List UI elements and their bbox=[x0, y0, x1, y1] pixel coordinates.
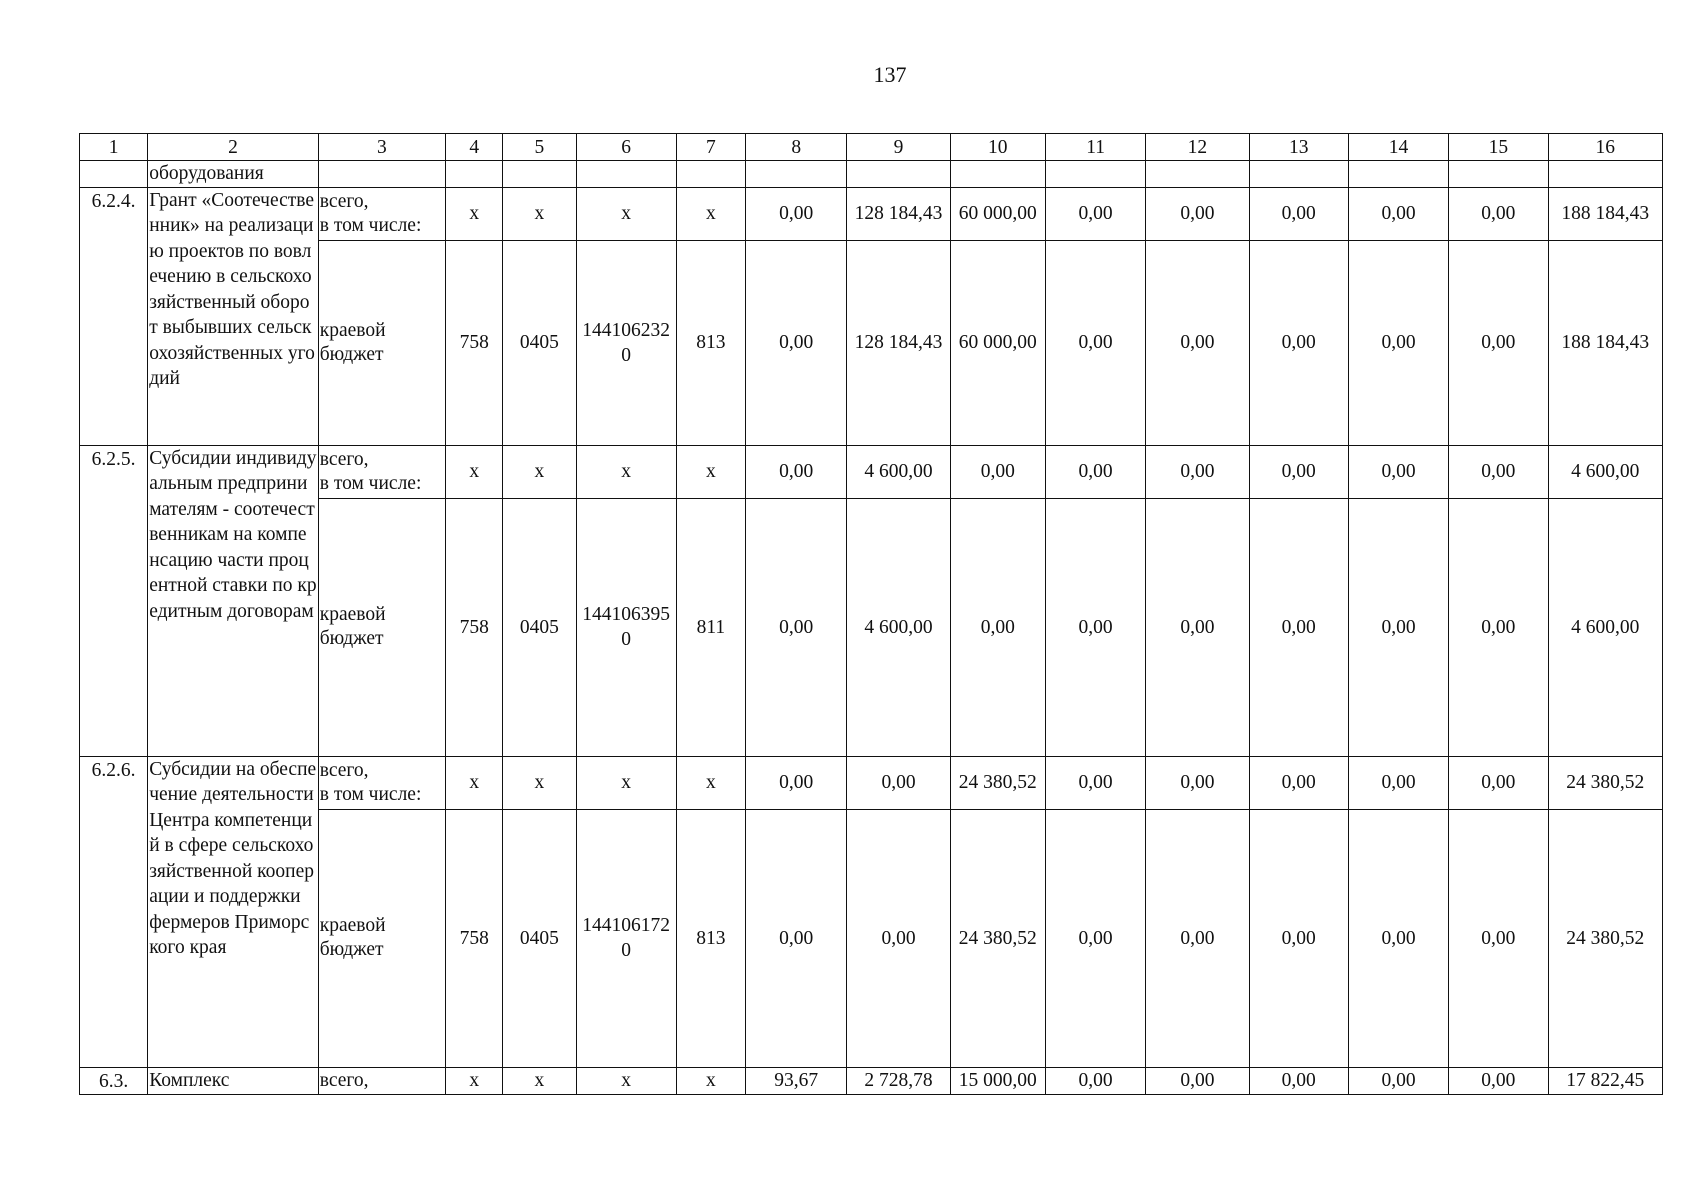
amount-cell: 2 728,78 bbox=[847, 1067, 950, 1094]
empty-cell bbox=[1045, 161, 1145, 188]
amount-cell: 15 000,00 bbox=[950, 1067, 1045, 1094]
header-cell: 16 bbox=[1548, 134, 1662, 161]
continuation-row bbox=[80, 161, 1663, 188]
amount-cell: 24 380,52 bbox=[950, 809, 1045, 1067]
amount-cell: 0,00 bbox=[1249, 1067, 1348, 1094]
amount-cell: 0,00 bbox=[1348, 1067, 1448, 1094]
table-row bbox=[80, 187, 1663, 240]
header-cell: 12 bbox=[1146, 134, 1249, 161]
amount-cell: 0,00 bbox=[1146, 756, 1249, 809]
expense-code: x bbox=[676, 756, 745, 809]
empty-cell bbox=[746, 161, 847, 188]
amount-cell: 0,00 bbox=[1249, 756, 1348, 809]
amount-cell: 0,00 bbox=[1249, 498, 1348, 756]
header-cell: 8 bbox=[746, 134, 847, 161]
empty-cell bbox=[446, 161, 503, 188]
amount-cell: 93,67 bbox=[746, 1067, 847, 1094]
gov-code: 758 bbox=[446, 240, 503, 445]
amount-total: 4 600,00 bbox=[1548, 445, 1662, 498]
target-code: x bbox=[576, 1067, 676, 1094]
expense-code: x bbox=[676, 445, 745, 498]
funding-source: краевой бюджет bbox=[318, 498, 445, 756]
amount-cell: 0,00 bbox=[1348, 756, 1448, 809]
funding-source: краевой бюджет bbox=[318, 240, 445, 445]
empty-cell bbox=[847, 161, 950, 188]
column-number-row bbox=[80, 134, 1663, 161]
table-row bbox=[80, 445, 1663, 498]
amount-cell: 0,00 bbox=[1348, 498, 1448, 756]
amount-cell: 0,00 bbox=[746, 445, 847, 498]
amount-cell: 0,00 bbox=[746, 809, 847, 1067]
empty-cell bbox=[503, 161, 576, 188]
header-cell: 9 bbox=[847, 134, 950, 161]
amount-cell: 0,00 bbox=[1146, 445, 1249, 498]
header-cell: 5 bbox=[503, 134, 576, 161]
section-code: x bbox=[503, 1067, 576, 1094]
amount-cell: 0,00 bbox=[847, 756, 950, 809]
target-code: 1441062320 bbox=[576, 240, 676, 445]
amount-cell: 0,00 bbox=[1449, 240, 1548, 445]
amount-cell: 0,00 bbox=[746, 756, 847, 809]
gov-code: 758 bbox=[446, 809, 503, 1067]
amount-total: 4 600,00 bbox=[1548, 498, 1662, 756]
amount-total: 24 380,52 bbox=[1548, 809, 1662, 1067]
empty-cell bbox=[1548, 161, 1662, 188]
funding-source: всего, в том числе: bbox=[318, 445, 445, 498]
section-code: x bbox=[503, 756, 576, 809]
amount-cell: 0,00 bbox=[847, 809, 950, 1067]
amount-cell: 0,00 bbox=[1249, 240, 1348, 445]
empty-cell bbox=[80, 161, 148, 188]
amount-total: 24 380,52 bbox=[1548, 756, 1662, 809]
amount-cell: 0,00 bbox=[1045, 1067, 1145, 1094]
amount-cell: 0,00 bbox=[1449, 498, 1548, 756]
empty-cell bbox=[676, 161, 745, 188]
header-cell: 1 bbox=[80, 134, 148, 161]
amount-cell: 0,00 bbox=[1146, 498, 1249, 756]
amount-cell: 0,00 bbox=[746, 498, 847, 756]
amount-cell: 0,00 bbox=[950, 445, 1045, 498]
measure-number: 6.2.6. bbox=[80, 756, 148, 1067]
header-cell: 3 bbox=[318, 134, 445, 161]
measure-number: 6.2.4. bbox=[80, 187, 148, 445]
amount-cell: 0,00 bbox=[746, 240, 847, 445]
amount-cell: 0,00 bbox=[746, 187, 847, 240]
page-number: 137 bbox=[873, 62, 907, 87]
funding-source: всего, в том числе: bbox=[318, 756, 445, 809]
target-code: x bbox=[576, 756, 676, 809]
amount-total: 17 822,45 bbox=[1548, 1067, 1662, 1094]
amount-cell: 0,00 bbox=[1449, 1067, 1548, 1094]
empty-cell bbox=[1146, 161, 1249, 188]
header-cell: 14 bbox=[1348, 134, 1448, 161]
empty-cell bbox=[950, 161, 1045, 188]
amount-cell: 60 000,00 bbox=[950, 187, 1045, 240]
amount-cell: 0,00 bbox=[1348, 445, 1448, 498]
header-cell: 2 bbox=[148, 134, 319, 161]
expense-code: x bbox=[676, 1067, 745, 1094]
amount-cell: 0,00 bbox=[1249, 187, 1348, 240]
header-cell: 4 bbox=[446, 134, 503, 161]
amount-cell: 128 184,43 bbox=[847, 240, 950, 445]
amount-total: 188 184,43 bbox=[1548, 187, 1662, 240]
table-row bbox=[80, 1067, 1663, 1094]
amount-cell: 0,00 bbox=[1146, 809, 1249, 1067]
funding-source: всего, в том числе: bbox=[318, 187, 445, 240]
amount-cell: 0,00 bbox=[1045, 240, 1145, 445]
amount-total: 188 184,43 bbox=[1548, 240, 1662, 445]
amount-cell: 128 184,43 bbox=[847, 187, 950, 240]
amount-cell: 0,00 bbox=[1348, 187, 1448, 240]
amount-cell: 4 600,00 bbox=[847, 498, 950, 756]
measure-name: оборудования bbox=[148, 161, 319, 188]
gov-code: x bbox=[446, 187, 503, 240]
amount-cell: 0,00 bbox=[1249, 809, 1348, 1067]
measure-number: 6.3. bbox=[80, 1067, 148, 1094]
header-cell: 10 bbox=[950, 134, 1045, 161]
empty-cell bbox=[576, 161, 676, 188]
gov-code: x bbox=[446, 756, 503, 809]
table-row bbox=[80, 756, 1663, 809]
amount-cell: 24 380,52 bbox=[950, 756, 1045, 809]
header-cell: 6 bbox=[576, 134, 676, 161]
gov-code: x bbox=[446, 445, 503, 498]
expense-code: 811 bbox=[676, 498, 745, 756]
amount-cell: 60 000,00 bbox=[950, 240, 1045, 445]
budget-table bbox=[79, 133, 1663, 1095]
amount-cell: 0,00 bbox=[1146, 240, 1249, 445]
measure-name: Субсидии на обеспечение деятельности Центра компетенций в сфере сельскохозяйственной кооперации и поддержки фермеров Приморского края bbox=[148, 756, 319, 1067]
funding-source: всего, bbox=[318, 1067, 445, 1094]
amount-cell: 0,00 bbox=[1045, 756, 1145, 809]
target-code: 1441063950 bbox=[576, 498, 676, 756]
funding-source: краевой бюджет bbox=[318, 809, 445, 1067]
amount-cell: 0,00 bbox=[1146, 1067, 1249, 1094]
measure-name: Грант «Соотечественник» на реализацию проектов по вовлечению в сельскохозяйственный оборот выбывших сельскохозяйственных угодий bbox=[148, 187, 319, 445]
amount-cell: 0,00 bbox=[950, 498, 1045, 756]
amount-cell: 0,00 bbox=[1449, 809, 1548, 1067]
amount-cell: 0,00 bbox=[1348, 809, 1448, 1067]
expense-code: 813 bbox=[676, 240, 745, 445]
target-code: x bbox=[576, 445, 676, 498]
target-code: 1441061720 bbox=[576, 809, 676, 1067]
section-code: 0405 bbox=[503, 240, 576, 445]
section-code: 0405 bbox=[503, 498, 576, 756]
amount-cell: 0,00 bbox=[1449, 187, 1548, 240]
measure-name: Субсидии индивидуальным предпринимателям - соотечественникам на компенсацию части процентной ставки по кредитным договорам bbox=[148, 445, 319, 756]
empty-cell bbox=[1348, 161, 1448, 188]
section-code: x bbox=[503, 445, 576, 498]
amount-cell: 0,00 bbox=[1449, 756, 1548, 809]
empty-cell bbox=[1249, 161, 1348, 188]
amount-cell: 0,00 bbox=[1249, 445, 1348, 498]
empty-cell bbox=[1449, 161, 1548, 188]
amount-cell: 0,00 bbox=[1348, 240, 1448, 445]
amount-cell: 0,00 bbox=[1045, 187, 1145, 240]
target-code: x bbox=[576, 187, 676, 240]
measure-number: 6.2.5. bbox=[80, 445, 148, 756]
empty-cell bbox=[318, 161, 445, 188]
section-code: x bbox=[503, 187, 576, 240]
amount-cell: 0,00 bbox=[1045, 809, 1145, 1067]
amount-cell: 0,00 bbox=[1045, 445, 1145, 498]
amount-cell: 4 600,00 bbox=[847, 445, 950, 498]
section-code: 0405 bbox=[503, 809, 576, 1067]
header-cell: 15 bbox=[1449, 134, 1548, 161]
expense-code: 813 bbox=[676, 809, 745, 1067]
header-cell: 13 bbox=[1249, 134, 1348, 161]
header-cell: 7 bbox=[676, 134, 745, 161]
gov-code: 758 bbox=[446, 498, 503, 756]
gov-code: x bbox=[446, 1067, 503, 1094]
amount-cell: 0,00 bbox=[1146, 187, 1249, 240]
amount-cell: 0,00 bbox=[1045, 498, 1145, 756]
header-cell: 11 bbox=[1045, 134, 1145, 161]
expense-code: x bbox=[676, 187, 745, 240]
measure-name: Комплекс bbox=[148, 1067, 319, 1094]
amount-cell: 0,00 bbox=[1449, 445, 1548, 498]
